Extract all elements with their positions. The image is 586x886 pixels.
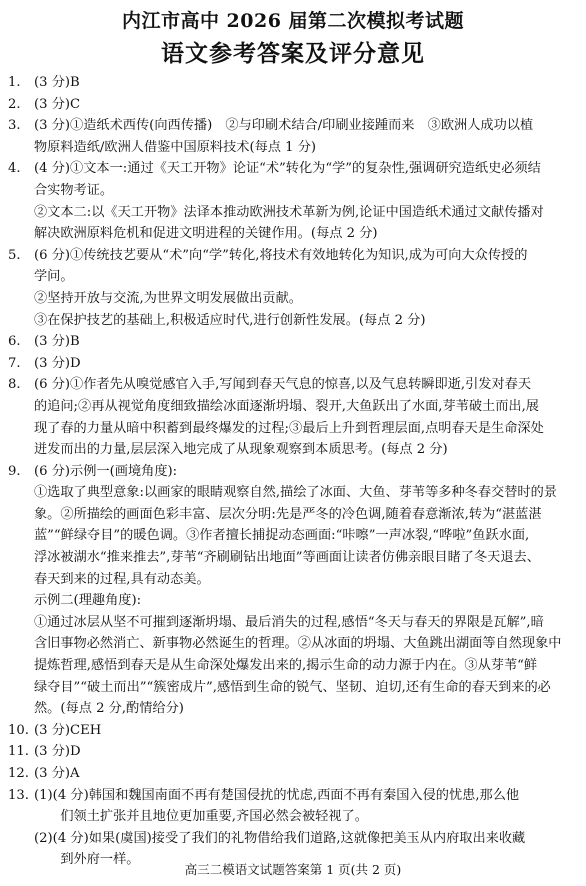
answer-line: 的追问;②再从视觉角度细致描绘冰面逐渐坍塌、裂开,大鱼跃出了水面,芽苇破土而出,展 bbox=[34, 398, 539, 414]
answer-item-12 bbox=[8, 763, 574, 785]
answer-line: 们领土扩张并且地位更加重要,齐国必然会被轻视了。 bbox=[34, 809, 368, 825]
answer-number: 7. bbox=[8, 355, 21, 371]
answer-item-8 bbox=[8, 374, 574, 460]
answer-line: (3 分)D bbox=[34, 355, 81, 371]
answer-item-11 bbox=[8, 741, 574, 763]
answer-line: 提炼哲理,感悟到春天是从生命深处爆发出来的,揭示生命的动力源于内在。③从芽苇“鲜 bbox=[34, 658, 538, 674]
answer-list bbox=[8, 72, 574, 871]
answer-item-6 bbox=[8, 331, 574, 353]
answer-item-2 bbox=[8, 94, 574, 116]
answer-item-5 bbox=[8, 245, 574, 331]
answer-line: 现了春的力量从暗中积蓄到最终爆发的过程;③最后上升到哲理层面,点明春天是生命深处 bbox=[34, 420, 544, 436]
answer-number: 5. bbox=[8, 247, 21, 263]
answer-line: (3 分)B bbox=[34, 334, 80, 350]
answer-line: ①通过冰层从坚不可摧到逐渐坍塌、最后消失的过程,感悟“冬天与春天的界限是瓦解”,暗 bbox=[34, 614, 544, 630]
answer-line: (3 分)①造纸术西传(向西传播) ②与印刷术结合/印刷业接踵而来 ③欧洲人成功以植 bbox=[34, 118, 534, 134]
answer-line: (3 分)C bbox=[34, 96, 81, 112]
answer-line: (6 分)①传统技艺要从“术”向“学”转化,将技术有效地转化为知识,成为可向大众传授的 bbox=[34, 247, 528, 263]
answer-line: (1)(4 分)韩国和魏国南面不再有楚国侵扰的忧虑,西面不再有秦国入侵的忧患,那么他 bbox=[34, 787, 520, 803]
answer-line: 解决欧洲原料危机和促进文明进程的关键作用。(每点 2 分) bbox=[34, 226, 378, 242]
answer-item-9 bbox=[8, 461, 574, 720]
answer-line: ②坚持开放与交流,为世界文明发展做出贡献。 bbox=[34, 290, 302, 306]
answer-line: (3 分)B bbox=[34, 75, 80, 90]
answer-line: 到外府一样。 bbox=[34, 852, 140, 868]
answer-item-3 bbox=[8, 115, 574, 158]
answer-number: 9. bbox=[8, 463, 21, 479]
answer-number: 4. bbox=[8, 161, 21, 177]
answer-item-1 bbox=[8, 72, 574, 94]
answer-item-10 bbox=[8, 720, 574, 742]
page-footer: 高三二模语文试题答案第 1 页(共 2 页) bbox=[184, 862, 402, 877]
answer-line: (3 分)D bbox=[34, 744, 81, 760]
answer-line: 合实物考证。 bbox=[34, 182, 114, 198]
answer-line: 含旧事物必然消亡、新事物必然诞生的哲理。②从冰面的坍塌、大鱼跳出湖面等自然现象中 bbox=[34, 636, 562, 652]
answer-number: 8. bbox=[8, 377, 21, 393]
answer-line: (6 分)①作者先从嗅觉感官入手,写闻到春天气息的惊喜,以及气息转瞬即逝,引发对春天 bbox=[34, 377, 532, 393]
answer-item-7 bbox=[8, 353, 574, 375]
exam-title: 内江市高中 2026 届第二次模拟考试题 bbox=[121, 10, 465, 32]
answer-line: 春天到来的过程,具有动态美。 bbox=[34, 571, 210, 587]
answer-line: (2)(4 分)如果(虞国)接受了我们的礼物借给我们道路,这就像把美玉从内府取出来收藏 bbox=[34, 830, 526, 846]
answer-line: 学问。 bbox=[34, 269, 74, 285]
answer-item-13 bbox=[8, 785, 574, 871]
answer-line: 绿夺目”“破土而出”“簇密成片”,感悟到生命的锐气、坚韧、迫切,还有生命的春天到来的必 bbox=[34, 679, 551, 695]
answer-line: ①选取了典型意象:以画家的眼睛观察自然,描绘了冰面、大鱼、芽苇等多种冬春交替时的景 bbox=[34, 485, 557, 501]
answer-number: 12. bbox=[8, 766, 29, 781]
answer-line: (6 分)示例一(画境角度): bbox=[34, 463, 178, 479]
answer-line: 物原料造纸/欧洲人借鉴中国原料技术(每点 1 分) bbox=[34, 139, 317, 155]
answer-item-4 bbox=[8, 158, 574, 244]
answer-number: 1. bbox=[8, 75, 21, 90]
answer-line: (3 分)A bbox=[34, 766, 80, 781]
answer-line: 浮冰被湖水“推来推去”,芽苇“齐刷刷钻出地面”等画面让读者仿佛亲眼目睹了冬天退去、 bbox=[34, 550, 540, 566]
answer-line: (3 分)CEH bbox=[34, 722, 102, 738]
answer-number: 10. bbox=[8, 722, 29, 738]
exam-subtitle: 语文参考答案及评分意见 bbox=[161, 40, 425, 67]
answer-line: 迸发而出的力量,层层深入地完成了从现象观察到本质思考。(每点 2 分) bbox=[34, 442, 448, 458]
answer-number: 3. bbox=[8, 118, 21, 134]
answer-number: 6. bbox=[8, 334, 21, 350]
answer-line: 示例二(理趣角度): bbox=[34, 593, 142, 609]
answer-line: ③在保护技艺的基础上,积极适应时代,进行创新性发展。(每点 2 分) bbox=[34, 312, 426, 328]
answer-number: 2. bbox=[8, 96, 21, 112]
answer-line: 蓝”“鲜绿夺目”的暖色调。③作者擅长捕捉动态画面:“咔嚓”一声冰裂,“哗啦”鱼跃水面, bbox=[34, 528, 530, 544]
answer-number: 13. bbox=[8, 787, 29, 803]
answer-line: 然。(每点 2 分,酌情给分) bbox=[34, 701, 184, 717]
answer-line: 象。②所描绘的画面色彩丰富、层次分明:先是严冬的冷色调,随着春意渐浓,转为“湛蓝湛 bbox=[34, 506, 542, 522]
answer-line: ②文本二:以《天工开物》法译本推动欧洲技术革新为例,论证中国造纸术通过文献传播对 bbox=[34, 204, 544, 220]
answer-number: 11. bbox=[8, 744, 29, 760]
answer-line: (4 分)①文本一:通过《天工开物》论证“术”转化为“学”的复杂性,强调研究造纸史必须结 bbox=[34, 161, 541, 177]
